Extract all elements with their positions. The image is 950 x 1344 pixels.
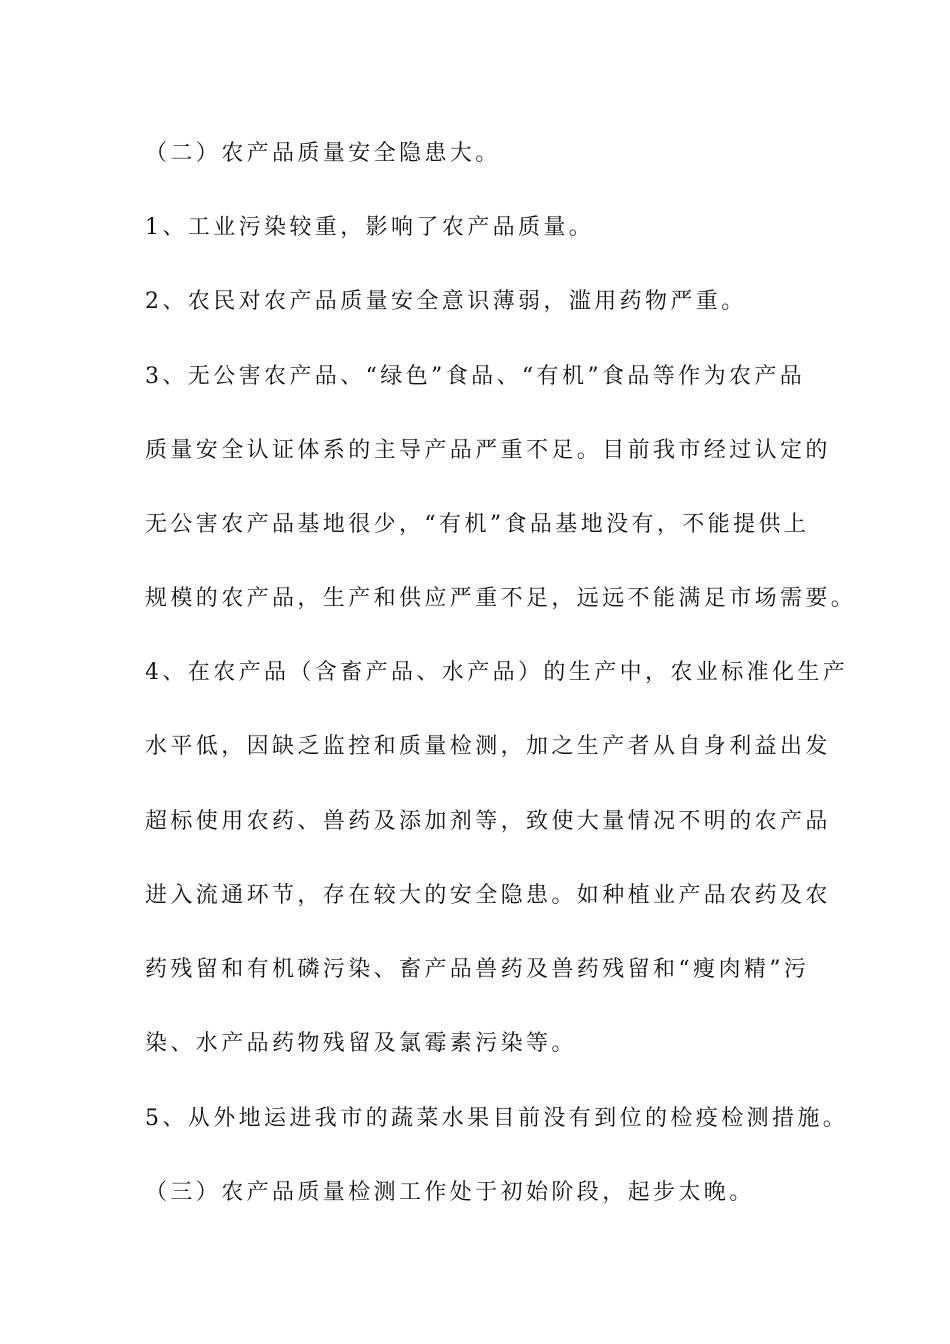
list-item-5: 5、从外地运进我市的蔬菜水果目前没有到位的检疫检测措施。: [145, 1106, 849, 1131]
list-item-3-line-2: 质量安全认证体系的主导产品严重不足。目前我市经过认定的: [145, 438, 831, 463]
section-heading-3: （三）农产品质量检测工作处于初始阶段，起步太晚。: [145, 1180, 755, 1205]
list-item-4-line-3: 超标使用农药、兽药及添加剂等，致使大量情况不明的农产品: [145, 809, 831, 834]
list-item-4-line-6: 染、水产品药物残留及氯霉素污染等。: [145, 1031, 577, 1056]
list-item-4-line-1: 4、在农产品（含畜产品、水产品）的生产中，农业标准化生产: [145, 660, 849, 685]
list-item-3-line-1: 3、无公害农产品、“绿色”食品、“有机”食品等作为农产品: [145, 364, 806, 389]
list-item-4-line-4: 进入流通环节，存在较大的安全隐患。如种植业产品农药及农: [145, 883, 831, 908]
list-item-4-line-2: 水平低，因缺乏监控和质量检测，加之生产者从自身利益出发: [145, 734, 831, 759]
section-heading-2: （二）农产品质量安全隐患大。: [145, 141, 501, 166]
list-item-2: 2、农民对农产品质量安全意识薄弱，滥用药物严重。: [145, 289, 747, 314]
list-item-4-line-5: 药残留和有机磷污染、畜产品兽药及兽药残留和“瘦肉精”污: [145, 957, 810, 982]
list-item-3-line-3: 无公害农产品基地很少，“有机”食品基地没有，不能提供上: [145, 512, 810, 537]
list-item-1: 1、工业污染较重，影响了农产品质量。: [145, 215, 595, 240]
list-item-3-line-4: 规模的农产品，生产和供应严重不足，远远不能满足市场需要。: [145, 586, 857, 611]
